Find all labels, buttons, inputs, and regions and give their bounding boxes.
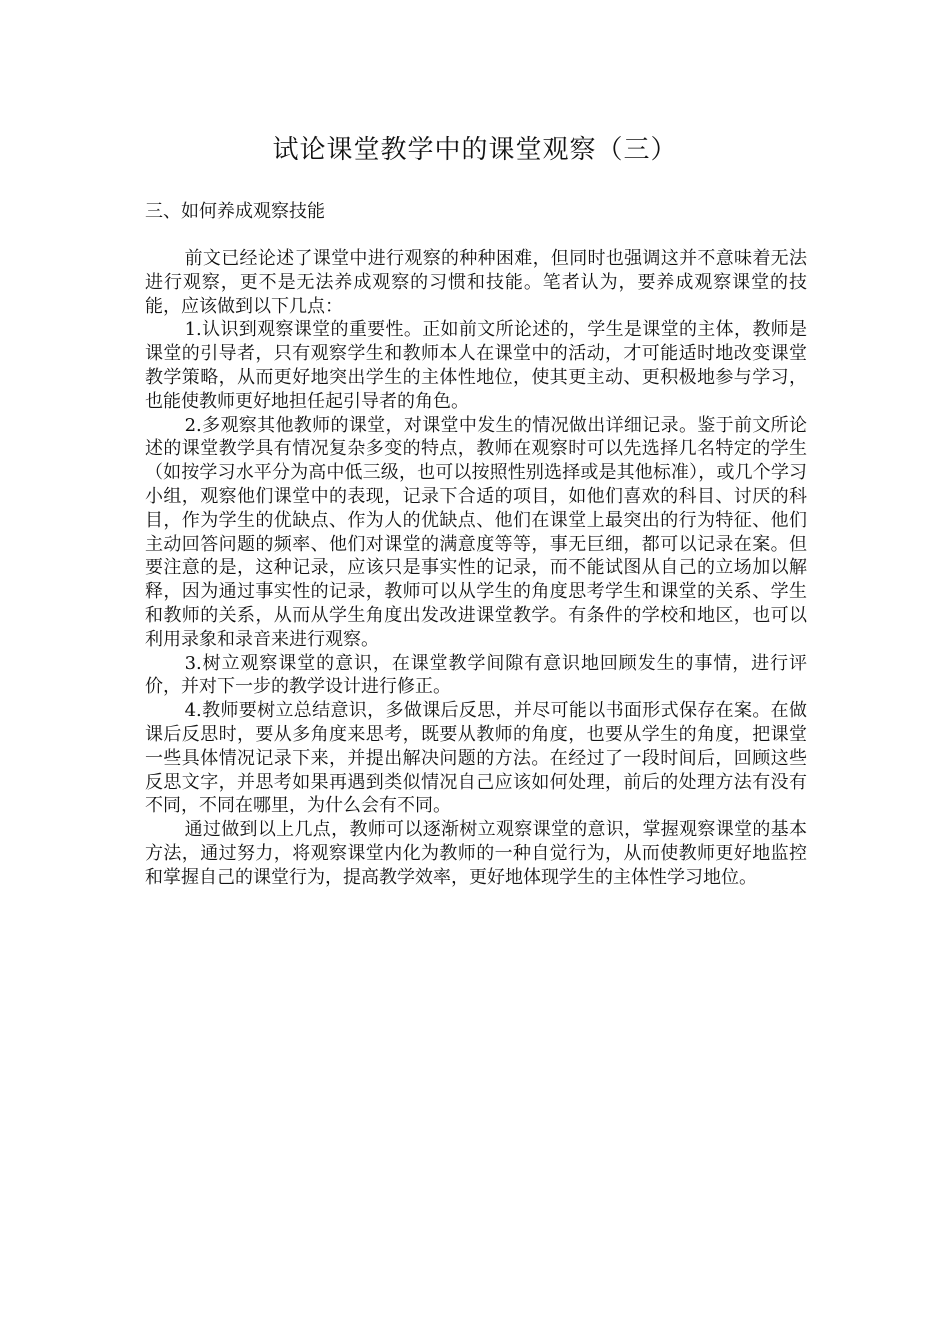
point-1-paragraph: 1.认识到观察课堂的重要性。正如前文所论述的，学生是课堂的主体，教师是课堂的引导者，只有观察学生和教师本人在课堂中的活动，才可能适时地改变课堂教学策略，从而更好地突出学生的主体性地位，使其更主动、更积极地参与学习，也能使教师更好地担任起引导者的角色。 [145,319,807,412]
body-text [145,247,807,890]
point-2-paragraph: 2.多观察其他教师的课堂，对课堂中发生的情况做出详细记录。鉴于前文所论述的课堂教学具有情况复杂多变的特点，教师在观察时可以先选择几名特定的学生（如按学习水平分为高中低三级，也可以按照性别选择或是其他标准），或几个学习小组，观察他们课堂中的表现，记录下合适的项目，如他们喜欢的科目、讨厌的科目，作为学生的优缺点、作为人的优缺点、他们在课堂上最突出的行为特征、他们主动回答问题的频率、他们对课堂的满意度等等，事无巨细，都可以记录在案。但要注意的是，这种记录，应该只是事实性的记录，而不能试图从自己的立场加以解释，因为通过事实性的记录，教师可以从学生的角度思考学生和课堂的关系、学生和教师的关系，从而从学生角度出发改进课堂教学。有条件的学校和地区，也可以利用录象和录音来进行观察。 [145,414,807,650]
point-3-paragraph: 3.树立观察课堂的意识，在课堂教学间隙有意识地回顾发生的事情，进行评价，并对下一步的教学设计进行修正。 [145,652,807,698]
conclusion-paragraph: 通过做到以上几点，教师可以逐渐树立观察课堂的意识，掌握观察课堂的基本方法，通过努力，将观察课堂内化为教师的一种自觉行为，从而使教师更好地监控和掌握自己的课堂行为，提高教学效率，更好地体现学生的主体性学习地位。 [145,819,807,888]
page-title: 试论课堂教学中的课堂观察（三） [272,135,678,165]
section-heading: 三、如何养成观察技能 [145,201,325,222]
point-4-paragraph: 4.教师要树立总结意识，多做课后反思，并尽可能以书面形式保存在案。在做课后反思时，要从多角度来思考，既要从教师的角度，也要从学生的角度，把课堂一些具体情况记录下来，并提出解决问题的方法。在经过了一段时间后，回顾这些反思文字，并思考如果再遇到类似情况自己应该如何处理，前后的处理方法有没有不同，不同在哪里，为什么会有不同。 [145,700,807,817]
intro-paragraph: 前文已经论述了课堂中进行观察的种种困难，但同时也强调这并不意味着无法进行观察，更不是无法养成观察的习惯和技能。笔者认为，要养成观察课堂的技能，应该做到以下几点： [145,248,807,317]
